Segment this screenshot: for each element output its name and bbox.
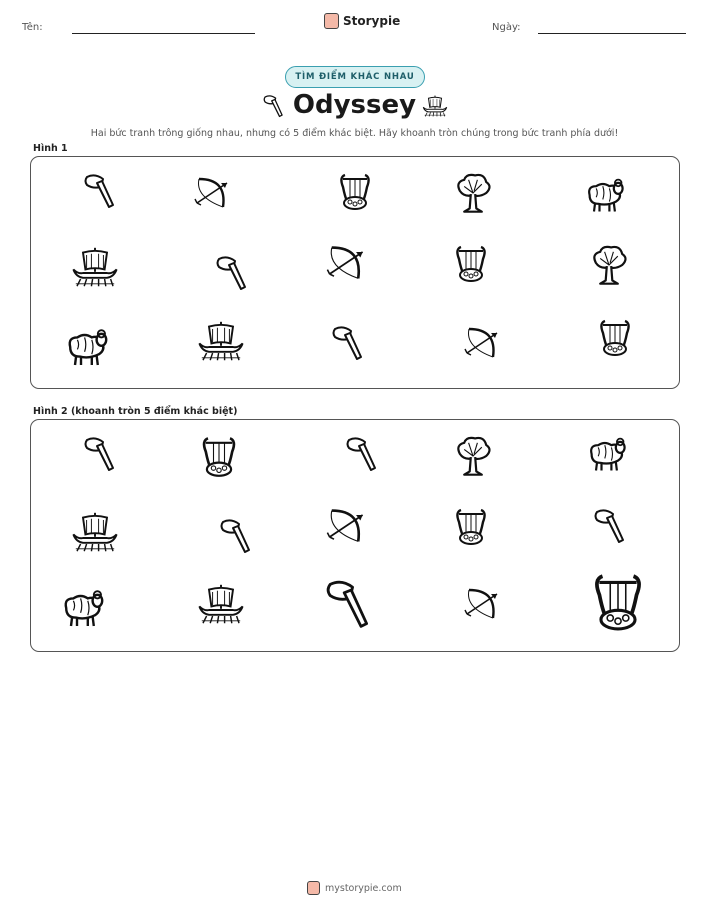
axe-icon[interactable] (211, 253, 251, 293)
picture2-label: Hình 2 (khoanh tròn 5 điểm khác biệt) (33, 406, 238, 417)
ship-icon[interactable] (71, 508, 119, 556)
ram-icon[interactable] (583, 173, 627, 217)
name-line[interactable] (72, 33, 255, 34)
ram-icon[interactable] (59, 584, 107, 632)
ram-icon[interactable] (585, 432, 629, 476)
axe-icon[interactable] (215, 516, 255, 556)
axe-icon[interactable] (341, 434, 381, 474)
brand-logo (324, 13, 400, 29)
page-title: Odyssey (292, 90, 417, 120)
bow-icon[interactable] (323, 504, 367, 548)
axe-icon[interactable] (319, 576, 375, 632)
lyre-icon[interactable] (335, 171, 375, 211)
brand-name: Storypie (343, 14, 401, 28)
footer-url[interactable]: mystorypie.com (325, 882, 402, 894)
bow-icon[interactable] (461, 323, 501, 363)
lyre-icon[interactable] (197, 434, 241, 478)
picture2-panel[interactable] (30, 419, 680, 652)
bow-icon[interactable] (191, 173, 231, 213)
storypie-logo-icon (307, 881, 320, 895)
tree-icon[interactable] (451, 171, 495, 215)
lyre-icon[interactable] (451, 506, 491, 546)
lyre-icon[interactable] (451, 243, 491, 283)
ship-icon[interactable] (71, 243, 119, 291)
date-line[interactable] (538, 33, 686, 34)
lyre-icon[interactable] (595, 317, 635, 357)
date-label: Ngày: (492, 22, 521, 33)
footer (307, 881, 402, 895)
ship-icon[interactable] (197, 317, 245, 365)
picture1-label: Hình 1 (33, 143, 68, 154)
tree-icon[interactable] (451, 434, 495, 478)
activity-badge: TÌM ĐIỂM KHÁC NHAU (285, 66, 425, 88)
axe-icon[interactable] (79, 171, 119, 211)
axe-icon[interactable] (589, 506, 629, 546)
ram-icon[interactable] (63, 323, 111, 371)
bow-icon[interactable] (323, 241, 367, 285)
tree-icon[interactable] (587, 243, 631, 287)
storypie-logo-icon (324, 13, 339, 29)
ship-icon[interactable] (197, 580, 245, 628)
picture1-panel[interactable] (30, 156, 680, 389)
name-label: Tên: (22, 22, 43, 33)
axe-icon[interactable] (79, 434, 119, 474)
title-axe-icon (260, 93, 286, 123)
title-ship-icon (420, 93, 450, 123)
axe-icon[interactable] (327, 323, 367, 363)
bow-icon[interactable] (461, 584, 501, 624)
lyre-icon[interactable] (587, 570, 649, 632)
instructions: Hai bức tranh trông giống nhau, nhưng có 5 điểm khác biệt. Hãy khoanh tròn chúng trong bức tranh phía dưới! (90, 128, 619, 139)
